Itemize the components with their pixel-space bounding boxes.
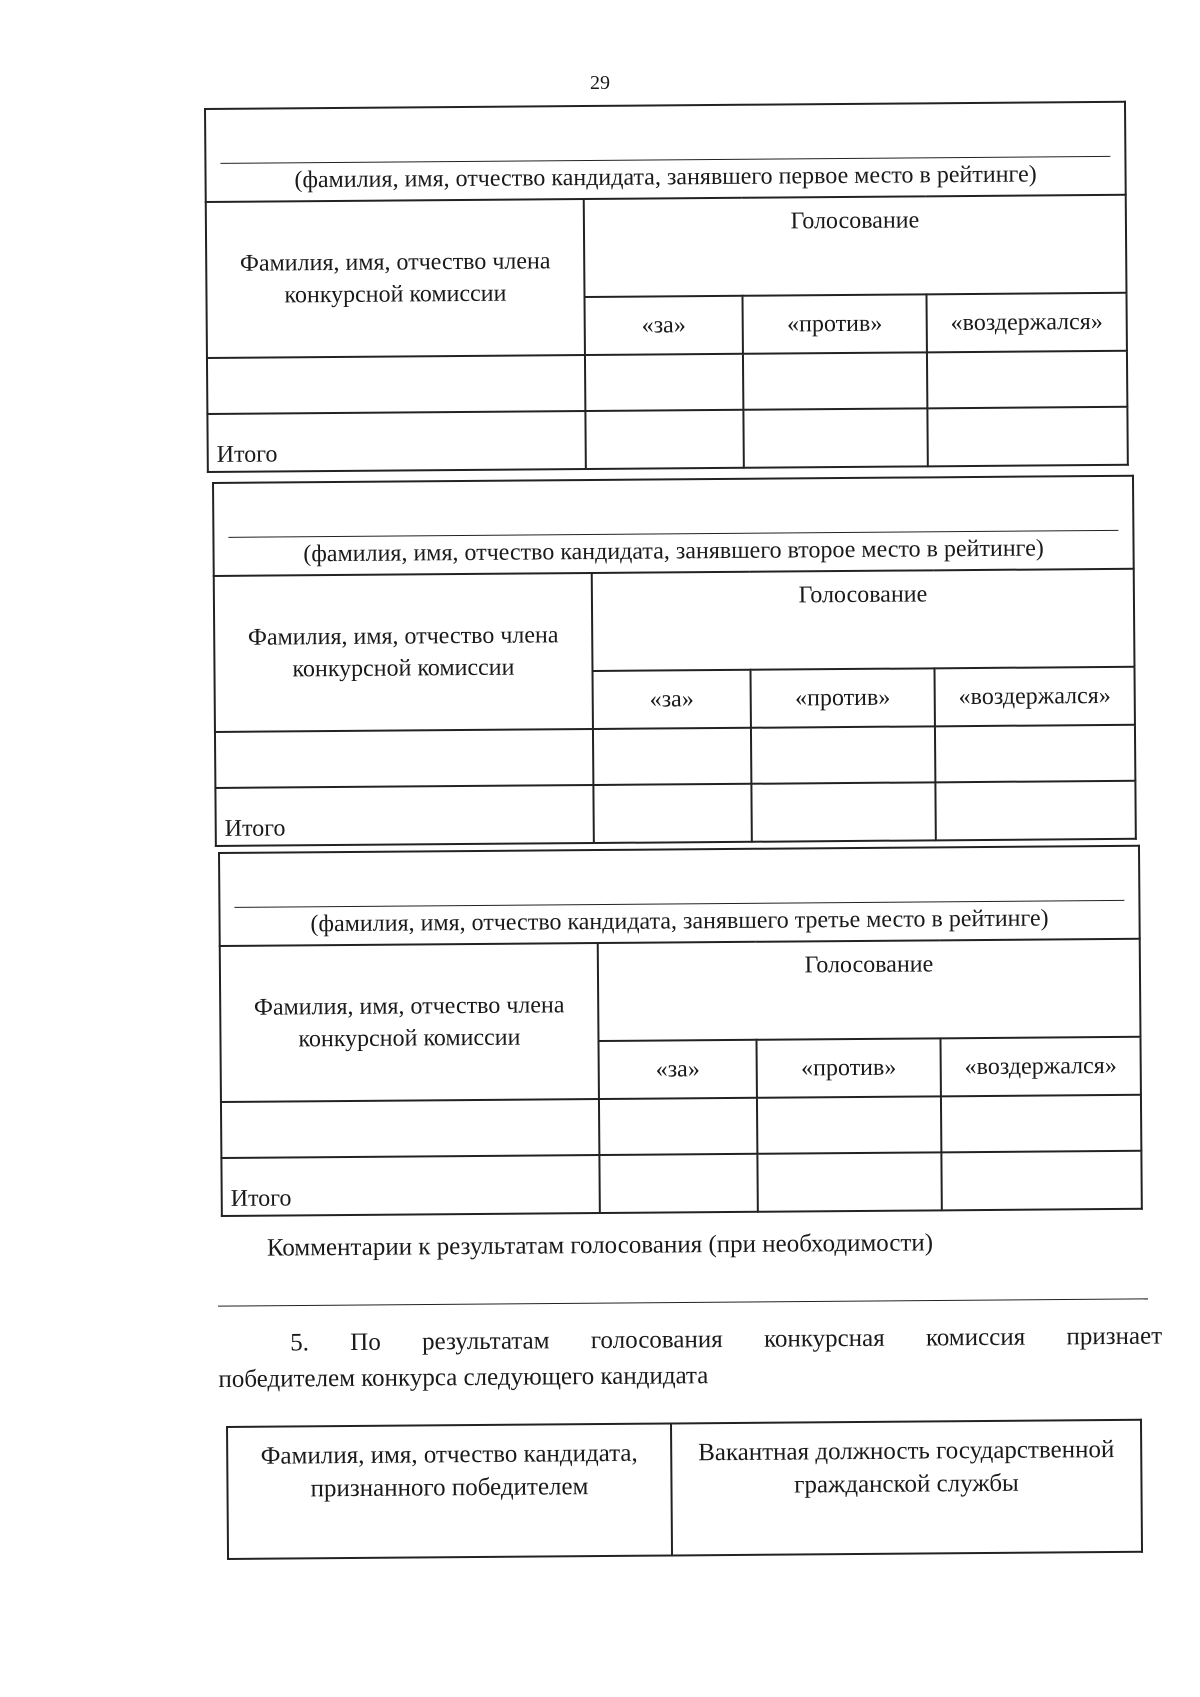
- winner-name-header: Фамилия, имя, отчество кандидата, признанного победителем: [227, 1424, 672, 1559]
- comments-label: Комментарии к результатам голосования (при необходимости): [266, 1229, 934, 1262]
- candidate-caption: (фамилия, имя, отчество кандидата, занявшего первое место в рейтинге): [294, 161, 1037, 194]
- member-name-header: Фамилия, имя, отчество члена конкурсной комиссии: [214, 573, 593, 732]
- total-for-cell[interactable]: [585, 410, 743, 469]
- candidate-name-cell[interactable]: [213, 476, 1134, 576]
- vote-abstain-cell[interactable]: [927, 351, 1127, 409]
- page-number: 29: [590, 72, 610, 94]
- total-for-cell[interactable]: [593, 784, 751, 843]
- comments-input-line[interactable]: [218, 1298, 1148, 1306]
- vote-for-cell[interactable]: [585, 354, 743, 411]
- total-label: Итого: [207, 411, 585, 472]
- vote-against-cell[interactable]: [751, 726, 935, 783]
- vote-against-cell[interactable]: [757, 1096, 941, 1153]
- total-label: Итого: [215, 785, 593, 846]
- total-row: [221, 1151, 1141, 1216]
- member-name-cell[interactable]: [215, 729, 593, 788]
- table-row: [221, 1095, 1141, 1158]
- vote-abstain-cell[interactable]: [941, 1095, 1141, 1153]
- paragraph-5-line-1: 5. По результатам голосования конкурсная комиссия признает: [290, 1322, 1163, 1357]
- total-abstain-cell[interactable]: [941, 1151, 1141, 1211]
- candidate-name-cell[interactable]: [205, 102, 1126, 202]
- table-row: [215, 725, 1135, 788]
- total-row: [207, 407, 1127, 472]
- vote-abstain-header: «воздержался»: [934, 667, 1134, 727]
- vote-for-header: «за»: [584, 296, 742, 355]
- total-against-cell[interactable]: [743, 408, 927, 467]
- vote-for-cell[interactable]: [593, 728, 751, 785]
- candidate-caption: (фамилия, имя, отчество кандидата, занявшего третье место в рейтинге): [310, 905, 1049, 938]
- voting-header: Голосование: [598, 939, 1141, 1041]
- member-name-header: Фамилия, имя, отчество члена конкурсной комиссии: [220, 943, 599, 1102]
- vote-against-header: «против»: [742, 294, 926, 353]
- paragraph-5-line-2: победителем конкурса следующего кандидата: [218, 1362, 709, 1393]
- vote-against-cell[interactable]: [743, 352, 927, 409]
- vote-against-header: «против»: [756, 1038, 940, 1097]
- vacant-position-header: Вакантная должность государственной гражданской службы: [671, 1420, 1142, 1556]
- voting-table-second-place: [212, 475, 1137, 847]
- voting-table-third-place: [218, 845, 1143, 1217]
- candidate-name-cell[interactable]: [219, 846, 1140, 946]
- total-abstain-cell[interactable]: [935, 781, 1135, 841]
- total-against-cell[interactable]: [757, 1152, 941, 1211]
- vote-for-header: «за»: [598, 1040, 756, 1099]
- voting-header: Голосование: [584, 195, 1127, 297]
- voting-header: Голосование: [592, 569, 1135, 671]
- total-label: Итого: [221, 1155, 599, 1216]
- candidate-caption: (фамилия, имя, отчество кандидата, занявшего второе место в рейтинге): [303, 535, 1044, 568]
- vote-abstain-header: «воздержался»: [940, 1037, 1140, 1097]
- total-for-cell[interactable]: [599, 1154, 757, 1213]
- paragraph-5: [218, 1319, 1163, 1398]
- total-abstain-cell[interactable]: [927, 407, 1127, 467]
- vote-for-header: «за»: [592, 670, 750, 729]
- member-name-cell[interactable]: [207, 355, 585, 414]
- vote-abstain-cell[interactable]: [935, 725, 1135, 783]
- voting-table-first-place: [204, 101, 1129, 473]
- vote-against-header: «против»: [750, 668, 934, 727]
- total-row: [215, 781, 1135, 846]
- member-name-cell[interactable]: [221, 1099, 599, 1158]
- member-name-header: Фамилия, имя, отчество члена конкурсной комиссии: [206, 199, 585, 358]
- vote-for-cell[interactable]: [599, 1098, 757, 1155]
- table-row: [207, 351, 1127, 414]
- total-against-cell[interactable]: [751, 782, 935, 841]
- winner-table: [226, 1419, 1143, 1560]
- vote-abstain-header: «воздержался»: [926, 293, 1126, 353]
